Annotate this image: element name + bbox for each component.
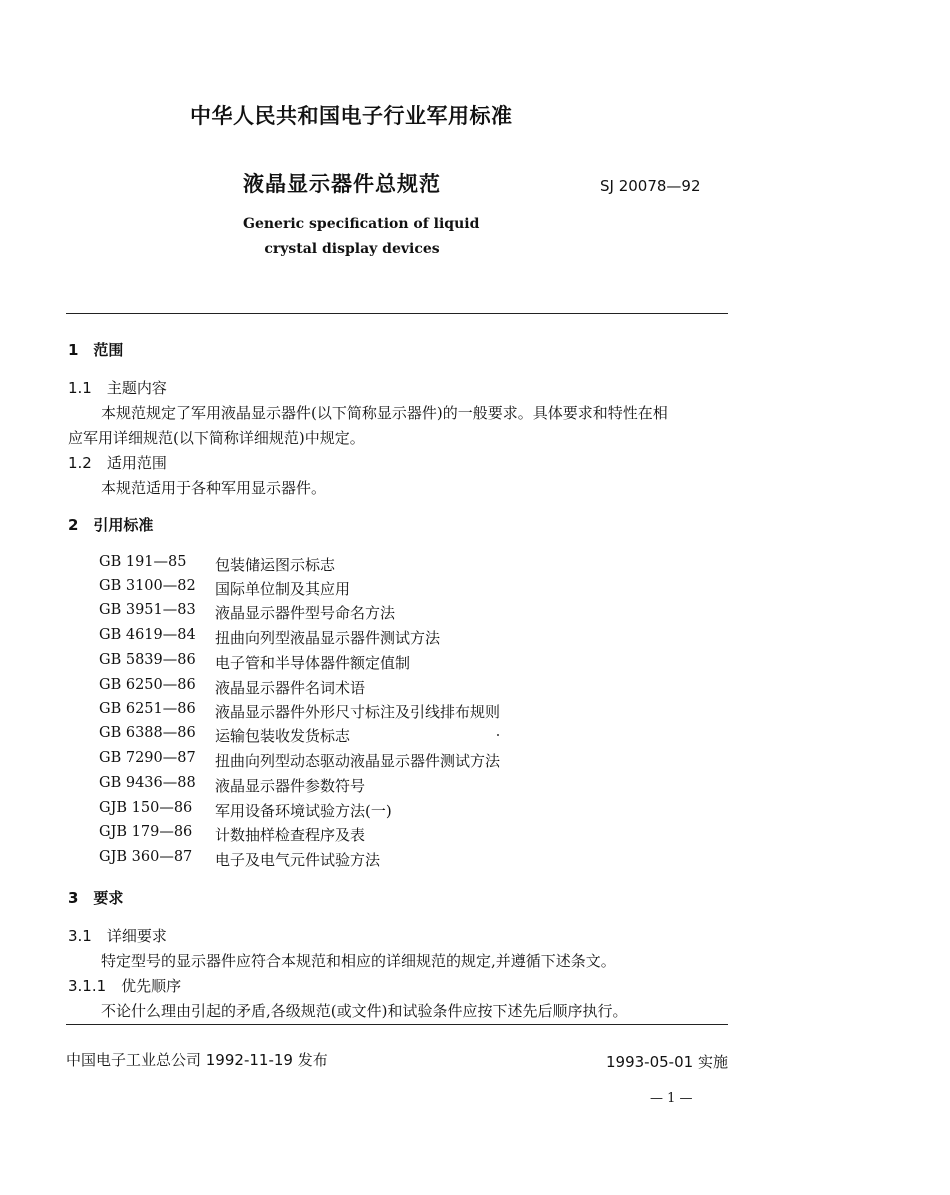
reference-title: 液晶显示器件型号命名方法 <box>215 604 396 622</box>
reference-code: GB 4619—84 <box>99 627 196 643</box>
standard-code: SJ 20078—92 <box>600 177 701 195</box>
standard-category: 中华人民共和国电子行业军用标准 <box>190 104 513 128</box>
reference-code: GJB 150—86 <box>99 800 193 816</box>
paragraph-line: 不论什么理由引起的矛盾,各级规范(或文件)和试验条件应按下述先后顺序执行。 <box>101 1002 628 1020</box>
reference-code: GB 3951—83 <box>99 602 196 618</box>
reference-title: 液晶显示器件名词术语 <box>215 679 366 697</box>
paragraph-line: 本规范适用于各种军用显示器件。 <box>101 479 327 497</box>
reference-title: 国际单位制及其应用 <box>215 580 351 598</box>
effective-date: 1993-05-01 实施 <box>606 1053 728 1071</box>
paragraph-line: 应军用详细规范(以下简称详细规范)中规定。 <box>68 429 365 447</box>
reference-title: 运输包装收发货标志 <box>215 727 351 745</box>
section-1-heading: 1 范围 <box>68 341 124 359</box>
reference-title: 包装储运图示标志 <box>215 556 336 574</box>
reference-code: GJB 179—86 <box>99 824 193 840</box>
reference-code: GB 6251—86 <box>99 701 196 717</box>
section-3-1-1-heading: 3.1.1 优先顺序 <box>68 977 182 995</box>
reference-title: 电子及电气元件试验方法 <box>215 851 381 869</box>
section-3-heading: 3 要求 <box>68 889 124 907</box>
paragraph-line: 本规范规定了军用液晶显示器件(以下简称显示器件)的一般要求。具体要求和特性在相 <box>101 404 668 422</box>
reference-code: GB 6250—86 <box>99 677 196 693</box>
section-3-1-heading: 3.1 详细要求 <box>68 927 167 945</box>
reference-code: GB 7290—87 <box>99 750 196 766</box>
scan-speck <box>497 734 499 736</box>
footer-divider <box>66 1024 728 1025</box>
reference-code: GJB 360—87 <box>99 849 193 865</box>
reference-title: 扭曲向列型液晶显示器件测试方法 <box>215 629 441 647</box>
reference-code: GB 6388—86 <box>99 725 196 741</box>
section-1-2-heading: 1.2 适用范围 <box>68 454 167 472</box>
reference-code: GB 5839—86 <box>99 652 196 668</box>
reference-title: 液晶显示器件外形尺寸标注及引线排布规则 <box>215 703 501 721</box>
reference-title: 军用设备环境试验方法(一) <box>215 802 392 820</box>
reference-title: 电子管和半导体器件额定值制 <box>215 654 411 672</box>
english-title-line-2: crystal display devices <box>264 241 440 257</box>
reference-code: GB 191—85 <box>99 554 187 570</box>
document-title: 液晶显示器件总规范 <box>243 172 441 196</box>
paragraph-line: 特定型号的显示器件应符合本规范和相应的详细规范的规定,并遵循下述条文。 <box>101 952 616 970</box>
english-title-line-1: Generic specification of liquid <box>243 216 480 232</box>
reference-title: 计数抽样检查程序及表 <box>215 826 366 844</box>
reference-code: GB 3100—82 <box>99 578 196 594</box>
reference-title: 液晶显示器件参数符号 <box>215 777 366 795</box>
reference-code: GB 9436—88 <box>99 775 196 791</box>
page-number: — 1 — <box>650 1091 693 1106</box>
issue-date: 中国电子工业总公司 1992-11-19 发布 <box>66 1051 328 1069</box>
section-1-1-heading: 1.1 主题内容 <box>68 379 167 397</box>
header-divider <box>66 313 728 314</box>
reference-title: 扭曲向列型动态驱动液晶显示器件测试方法 <box>215 752 501 770</box>
section-2-heading: 2 引用标准 <box>68 516 154 534</box>
